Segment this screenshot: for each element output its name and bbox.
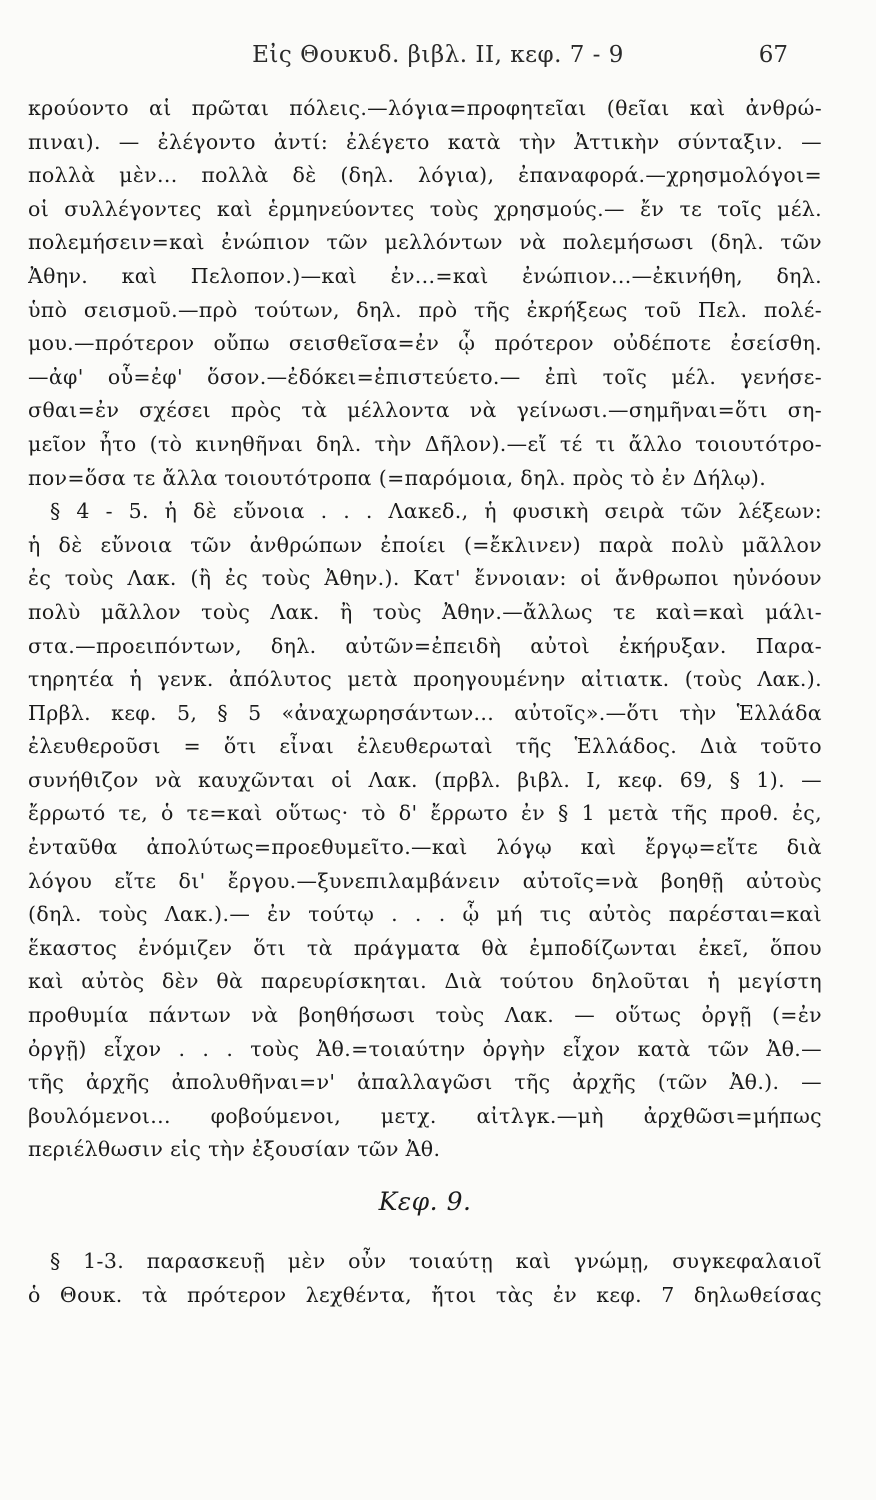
text-line: ἐλευθεροῦσι = ὅτι εἶναι ἐλευθερωταὶ τῆς Ἑλλάδος. Διὰ τοῦτο <box>28 734 822 759</box>
text-line: μεῖον ἦτο (τὸ κινηθῆναι δηλ. τὴν Δῆλον).—εἴ τέ τι ἄλλο τοιουτότρο- <box>28 431 822 456</box>
text-line: ἐς τοὺς Λακ. (ἢ ἐς τοὺς Ἀθην.). Κατ' ἔννοιαν: οἱ ἄνθρωποι ηὐνόουν <box>28 566 822 591</box>
text-line: § 4 - 5. ἡ δὲ εὔνοια . . . Λακεδ., ἡ φυσικὴ σειρὰ τῶν λέξεων: <box>50 499 822 524</box>
chapter-heading: Κεφ. 9. <box>378 1187 472 1216</box>
page-number: 67 <box>758 42 788 68</box>
running-head: Εἰς Θουκυδ. βιβλ. ΙΙ, κεφ. 7 - 9 <box>252 42 624 68</box>
paragraph-1 <box>28 92 822 495</box>
text-line: περιέλθωσιν εἰς τὴν ἐξουσίαν τῶν Ἀθ. <box>28 1137 441 1162</box>
text-line: ὀργῇ) εἶχον . . . τοὺς Ἀθ.=τοιαύτην ὀργὴν εἶχον κατὰ τῶν Ἀθ.— <box>28 1036 822 1061</box>
paragraph-2 <box>28 495 822 1167</box>
text-line: (δηλ. τοὺς Λακ.).— ἐν τούτῳ . . . ᾧ μή τις αὐτὸς παρέσται=καὶ <box>28 902 822 927</box>
text-line: στα.—προειπόντων, δηλ. αὐτῶν=ἐπειδὴ αὐτοὶ ἐκήρυξαν. Παρα- <box>28 633 822 658</box>
text-line: πολλὰ μὲν... πολλὰ δὲ (δηλ. λόγια), ἐπαναφορά.—χρησμολόγοι= <box>28 163 822 188</box>
text-line: τῆς ἀρχῆς ἀπολυθῆναι=ν' ἀπαλλαγῶσι τῆς ἀρχῆς (τῶν Ἀθ.). — <box>28 1070 822 1095</box>
text-line: Ἀθην. καὶ Πελοπον.)—καὶ ἐν...=καὶ ἐνώπιον...—ἐκινήθη, δηλ. <box>28 263 822 288</box>
text-line: Πρβλ. κεφ. 5, § 5 «ἀναχωρησάντων... αὐτοῖς».—ὅτι τὴν Ἑλλάδα <box>28 700 822 725</box>
commentary-text <box>28 92 822 1312</box>
paragraph-3 <box>28 1245 822 1312</box>
text-line: ἡ δὲ εὔνοια τῶν ἀνθρώπων ἐποίει (=ἔκλινεν) παρὰ πολὺ μᾶλλον <box>28 532 822 557</box>
text-line: ἔρρωτό τε, ὁ τε=καὶ οὕτως· τὸ δ' ἔρρωτο ἐν § 1 μετὰ τῆς προθ. ἐς, <box>28 801 822 826</box>
text-line: ὁ Θουκ. τὰ πρότερον λεχθέντα, ἤτοι τὰς ἐν κεφ. 7 δηλωθείσας <box>28 1282 822 1307</box>
text-line: —ἀφ' οὗ=ἐφ' ὅσον.—ἐδόκει=ἐπιστεύετο.— ἐπὶ τοῖς μέλ. γενήσε- <box>28 364 822 389</box>
text-line: λόγου εἴτε δι' ἔργου.—ξυνεπιλαμβάνειν αὐτοῖς=νὰ βοηθῇ αὐτοὺς <box>28 868 822 893</box>
text-line: κρούοντο αἱ πρῶται πόλεις.—λόγια=προφητεῖαι (θεῖαι καὶ ἀνθρώ- <box>28 96 822 120</box>
text-line: σθαι=ἐν σχέσει πρὸς τὰ μέλλοντα νὰ γείνωσι.—σημῆναι=ὅτι ση- <box>28 398 822 423</box>
text-line: ἐνταῦθα ἀπολύτως=προεθυμεῖτο.—καὶ λόγῳ καὶ ἔργῳ=εἴτε διὰ <box>28 835 822 860</box>
text-line: προθυμία πάντων νὰ βοηθήσωσι τοὺς Λακ. — οὕτως ὀργῇ (=ἐν <box>28 1003 822 1028</box>
text-line: οἱ συλλέγοντες καὶ ἑρμηνεύοντες τοὺς χρησμούς.— ἔν τε τοῖς μέλ. <box>28 196 822 221</box>
text-line: συνήθιζον νὰ καυχῶνται οἱ Λακ. (πρβλ. βιβλ. Ι, κεφ. 69, § 1). — <box>28 767 822 792</box>
page-header <box>0 42 876 82</box>
text-line: βουλόμενοι... φοβούμενοι, μετχ. αἰτλγκ.—μὴ ἀρχθῶσι=μήπως <box>28 1103 822 1128</box>
text-line: τηρητέα ἡ γενκ. ἀπόλυτος μετὰ προηγουμένην αἰτιατκ. (τοὺς Λακ.). <box>28 667 822 692</box>
text-line: ὑπὸ σεισμοῦ.—πρὸ τούτων, δηλ. πρὸ τῆς ἐκρήξεως τοῦ Πελ. πολέ- <box>28 297 822 322</box>
text-line: ἕκαστος ἐνόμιζεν ὅτι τὰ πράγματα θὰ ἐμποδίζωνται ἐκεῖ, ὅπου <box>28 935 822 960</box>
text-line: § 1-3. παρασκευῇ μὲν οὖν τοιαύτῃ καὶ γνώμῃ, συγκεφαλαιοῖ <box>50 1249 822 1273</box>
text-line: πιναι). — ἐλέγοντο ἀντί: ἐλέγετο κατὰ τὴν Ἀττικὴν σύνταξιν. — <box>28 129 822 154</box>
text-line: πον=ὅσα τε ἄλλα τοιουτότροπα (=παρόμοια, δηλ. πρὸς τὸ ἐν Δήλῳ). <box>28 465 767 490</box>
text-line: καὶ αὐτὸς δὲν θὰ παρευρίσκηται. Διὰ τούτου δηλοῦται ἡ μεγίστη <box>28 969 822 994</box>
text-line: πολεμήσειν=καὶ ἐνώπιον τῶν μελλόντων νὰ πολεμήσωσι (δηλ. τῶν <box>28 230 822 255</box>
text-line: πολὺ μᾶλλον τοὺς Λακ. ἢ τοὺς Ἀθην.—ἄλλως τε καὶ=καὶ μάλι- <box>28 599 822 624</box>
text-line: μου.—πρότερον οὔπω σεισθεῖσα=ἐν ᾧ πρότερον οὐδέποτε ἐσείσθη. <box>28 331 822 356</box>
